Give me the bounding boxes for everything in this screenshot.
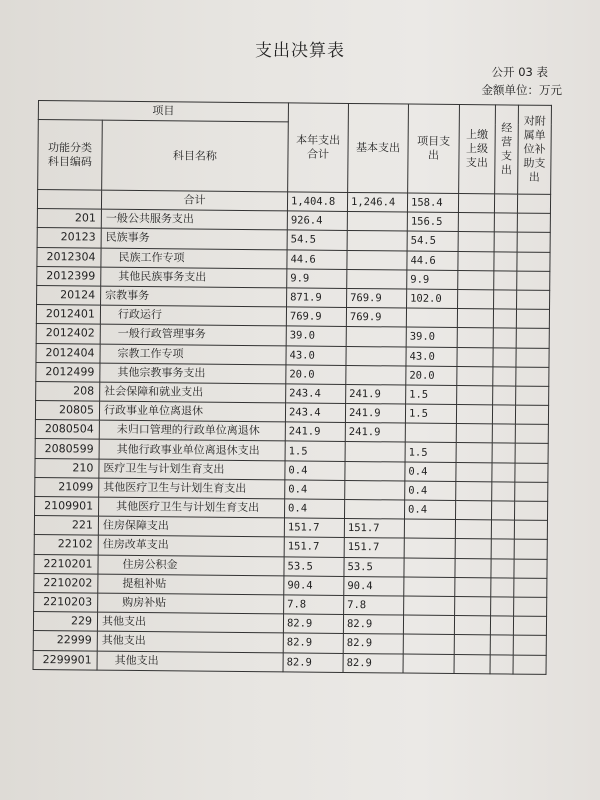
cell-total: 39.0 (286, 326, 346, 346)
cell-basic (346, 346, 406, 366)
cell-upper (458, 232, 494, 252)
cell-subsidy (515, 424, 548, 444)
cell-subsidy (515, 463, 548, 483)
cell-basic: 151.7 (344, 519, 404, 539)
cell-business (490, 654, 513, 673)
cell-upper (457, 366, 493, 386)
header-basic: 基本支出 (348, 103, 409, 193)
header-upper-line1: 上缴 (466, 128, 489, 142)
cell-basic: 151.7 (344, 538, 404, 558)
cell-business (491, 597, 514, 616)
cell-upper (455, 501, 491, 521)
cell-subsidy (515, 482, 548, 502)
cell-name: 其他宗教事务支出 (100, 363, 286, 384)
header-business-line4: 出 (500, 163, 512, 177)
cell-total: 7.8 (284, 595, 344, 615)
cell-business (492, 424, 515, 443)
cell-project: 102.0 (407, 289, 458, 309)
cell-code: 2012402 (36, 324, 100, 344)
cell-name: 住房保障支出 (98, 516, 284, 537)
cell-basic: 241.9 (345, 404, 405, 424)
cell-project (403, 654, 454, 674)
cell-basic: 241.9 (345, 423, 405, 443)
cell-basic (345, 461, 405, 481)
cell-code: 2080504 (35, 420, 99, 440)
cell-total: 82.9 (283, 633, 343, 653)
cell-code: 2012401 (36, 305, 100, 325)
cell-upper (456, 481, 492, 501)
cell-subsidy (514, 501, 547, 521)
cell-business (493, 309, 516, 328)
cell-subsidy (517, 194, 550, 214)
cell-subsidy (514, 597, 547, 617)
cell-upper (455, 539, 491, 559)
header-business (495, 105, 519, 194)
header-business-line2: 营 (501, 135, 513, 149)
cell-code: 201 (37, 209, 101, 229)
cell-total: 54.5 (287, 230, 347, 250)
header-subsidy-line3: 位补 (523, 142, 546, 156)
cell-business (493, 367, 516, 386)
cell-project: 20.0 (406, 366, 457, 386)
cell-code: 22102 (34, 535, 98, 555)
cell-upper (458, 270, 494, 290)
page-title: 支出决算表 (255, 41, 345, 61)
cell-project (404, 538, 455, 558)
cell-business (494, 232, 517, 251)
cell-name: 住房公积金 (98, 555, 284, 576)
cell-name: 医疗卫生与计划生育支出 (99, 459, 285, 480)
unit-label: 金额单位：万元 (481, 83, 562, 97)
cell-total: 9.9 (287, 269, 347, 289)
cell-upper (457, 328, 493, 348)
cell-name: 住房改革支出 (98, 535, 284, 556)
cell-business (491, 558, 514, 577)
cell-business (494, 194, 517, 213)
cell-project (405, 423, 456, 443)
cell-name: 其他医疗卫生与计划生育支出 (99, 497, 285, 518)
cell-total: 90.4 (284, 576, 344, 596)
cell-name: 社会保障和就业支出 (100, 382, 286, 403)
cell-total: 44.6 (287, 249, 347, 269)
cell-upper (455, 596, 491, 616)
cell-subsidy (517, 252, 550, 272)
cell-upper (455, 558, 491, 578)
cell-total: 53.5 (284, 556, 344, 576)
cell-code: 2012304 (37, 247, 101, 267)
cell-basic: 82.9 (343, 653, 403, 673)
cell-code: 221 (34, 516, 98, 536)
cell-total: 151.7 (284, 518, 344, 538)
cell-name: 其他支出 (97, 612, 283, 633)
cell-total: 43.0 (286, 345, 346, 365)
cell-code: 2080599 (35, 439, 99, 459)
header-item: 项目 (38, 101, 288, 122)
cell-name: 其他支出 (97, 631, 283, 652)
cell-upper (458, 289, 494, 309)
cell-upper (456, 462, 492, 482)
cell-name: 未归口管理的行政单位离退休 (99, 420, 285, 441)
header-subsidy-line4: 助支 (523, 156, 546, 170)
cell-code: 21099 (35, 477, 99, 497)
cell-subsidy (517, 232, 550, 252)
cell-code: 2109901 (35, 496, 99, 516)
cell-business (490, 616, 513, 635)
cell-total: 871.9 (287, 288, 347, 308)
cell-subsidy (516, 386, 549, 406)
cell-project: 9.9 (407, 270, 458, 290)
cell-project: 54.5 (407, 231, 458, 251)
cell-total: 0.4 (285, 480, 345, 500)
cell-name: 其他支出 (97, 651, 283, 672)
cell-subsidy (515, 405, 548, 425)
cell-business (494, 271, 517, 290)
cell-upper (454, 616, 490, 636)
cell-name: 其他医疗卫生与计划生育支出 (99, 478, 285, 499)
cell-basic (347, 231, 407, 251)
cell-basic: 82.9 (343, 615, 403, 635)
header-func-code (38, 120, 103, 191)
cell-business (494, 213, 517, 232)
header-subsidy-line5: 出 (528, 170, 540, 184)
cell-upper (454, 635, 490, 655)
cell-business (491, 578, 514, 597)
cell-name: 宗教工作专项 (100, 344, 286, 365)
cell-basic (345, 442, 405, 462)
cell-project (406, 308, 457, 328)
header-business-line1: 经 (501, 121, 513, 135)
cell-subsidy (516, 348, 549, 368)
cell-business (492, 443, 515, 462)
cell-total: 243.4 (285, 403, 345, 423)
form-number: 公开 03 表 (491, 65, 548, 79)
header-project-line2: 出 (427, 148, 440, 162)
cell-subsidy (516, 328, 549, 348)
cell-basic: 769.9 (346, 308, 406, 328)
header-project (408, 104, 460, 193)
cell-business (491, 501, 514, 520)
cell-subsidy (516, 309, 549, 329)
cell-project (403, 615, 454, 635)
cell-total: 1.5 (285, 441, 345, 461)
cell-upper (458, 251, 494, 271)
header-upper-line3: 支出 (465, 156, 488, 170)
cell-business (494, 290, 517, 309)
cell-business (493, 328, 516, 347)
cell-basic: 241.9 (346, 384, 406, 404)
cell-project: 1.5 (406, 385, 457, 405)
cell-project: 43.0 (406, 347, 457, 367)
cell-total: 769.9 (286, 307, 346, 327)
cell-name: 购房补贴 (98, 593, 284, 614)
header-total-line1: 本年支出 (296, 133, 341, 147)
cell-upper (456, 424, 492, 444)
cell-name: 一般公共服务支出 (101, 209, 287, 230)
cell-project (404, 519, 455, 539)
cell-name: 其他行政事业单位离退休支出 (99, 440, 285, 461)
cell-project (403, 634, 454, 654)
cell-code: 2012404 (36, 343, 100, 363)
cell-upper (457, 309, 493, 329)
cell-basic: 1,246.4 (347, 192, 407, 212)
cell-basic (346, 365, 406, 385)
cell-total: 243.4 (286, 384, 346, 404)
cell-subsidy (513, 635, 546, 655)
cell-code: 2210202 (34, 573, 98, 593)
cell-name: 民族工作专项 (101, 248, 287, 269)
cell-total: 0.4 (284, 499, 344, 519)
header-func-code-line1: 功能分类 (47, 140, 93, 155)
cell-name: 提租补贴 (98, 574, 284, 595)
cell-subsidy (514, 559, 547, 579)
header-func-code-line2: 科目编码 (47, 154, 92, 169)
cell-code: 22999 (33, 631, 97, 651)
header-business-line3: 支 (500, 149, 513, 163)
cell-project: 0.4 (405, 462, 456, 482)
cell-basic: 7.8 (344, 595, 404, 615)
cell-basic: 769.9 (347, 288, 407, 308)
cell-total: 926.4 (287, 211, 347, 231)
cell-name: 行政运行 (100, 305, 286, 326)
cell-total: 20.0 (286, 365, 346, 385)
cell-code: 20805 (35, 401, 99, 421)
cell-code (37, 190, 101, 210)
cell-total: 82.9 (283, 652, 343, 672)
cell-upper (457, 347, 493, 367)
expenditure-table (33, 100, 552, 675)
cell-name: 民族事务 (101, 228, 287, 249)
cell-basic (344, 499, 404, 519)
cell-code: 229 (33, 612, 97, 632)
cell-basic (347, 269, 407, 289)
cell-subsidy (515, 444, 548, 464)
cell-upper (458, 194, 494, 214)
cell-name: 宗教事务 (101, 286, 287, 307)
cell-subsidy (517, 213, 550, 233)
cell-code: 20123 (37, 228, 101, 248)
cell-subsidy (513, 616, 546, 636)
cell-name: 其他民族事务支出 (101, 267, 287, 288)
cell-basic: 82.9 (343, 634, 403, 654)
header-total-line2: 合计 (306, 147, 330, 161)
cell-subsidy (513, 655, 546, 675)
cell-business (491, 539, 514, 558)
table-row (33, 650, 546, 674)
cell-code: 2210201 (34, 554, 98, 574)
header-subsidy-line1: 对附 (523, 114, 546, 128)
cell-basic (345, 480, 405, 500)
cell-upper (454, 654, 490, 674)
cell-basic: 90.4 (344, 576, 404, 596)
header-project-line1: 项目支 (417, 134, 451, 148)
cell-basic (347, 212, 407, 232)
cell-project: 1.5 (405, 404, 456, 424)
cell-project: 0.4 (405, 481, 456, 501)
cell-code: 210 (35, 458, 99, 478)
cell-upper (456, 405, 492, 425)
cell-code: 208 (36, 381, 100, 401)
cell-project: 39.0 (406, 327, 457, 347)
cell-project (404, 577, 455, 597)
cell-subsidy (514, 520, 547, 540)
cell-subsidy (517, 271, 550, 291)
cell-name: 一般行政管理事务 (100, 324, 286, 345)
cell-basic (347, 250, 407, 270)
cell-name: 合计 (101, 190, 287, 211)
cell-subsidy (517, 290, 550, 310)
header-upper-line2: 上级 (465, 142, 489, 156)
cell-upper (456, 443, 492, 463)
cell-project: 0.4 (404, 500, 455, 520)
cell-code: 20124 (37, 285, 101, 305)
cell-project (404, 558, 455, 578)
cell-project: 44.6 (407, 251, 458, 271)
cell-total: 1,404.8 (287, 192, 347, 212)
cell-business (493, 386, 516, 405)
cell-business (491, 520, 514, 539)
cell-upper (457, 385, 493, 405)
header-subsidy-line2: 属单 (523, 128, 546, 142)
cell-business (493, 347, 516, 366)
cell-total: 151.7 (284, 537, 344, 557)
cell-upper (455, 577, 491, 597)
cell-code: 2299901 (33, 650, 97, 670)
cell-subsidy (516, 367, 549, 387)
header-subject-name: 科目名称 (102, 120, 289, 192)
cell-business (492, 482, 515, 501)
header-upper (459, 105, 496, 194)
cell-total: 0.4 (285, 461, 345, 481)
header-total (288, 103, 349, 193)
header-subsidy (518, 105, 552, 194)
cell-business (494, 251, 517, 270)
cell-project (404, 596, 455, 616)
cell-subsidy (514, 539, 547, 559)
cell-total: 82.9 (283, 614, 343, 634)
cell-project: 156.5 (407, 212, 458, 232)
cell-upper (455, 520, 491, 540)
cell-total: 241.9 (285, 422, 345, 442)
cell-basic: 53.5 (344, 557, 404, 577)
cell-project: 1.5 (405, 442, 456, 462)
cell-name: 行政事业单位离退休 (99, 401, 285, 422)
cell-code: 2012499 (36, 362, 100, 382)
cell-code: 2210203 (34, 592, 98, 612)
cell-subsidy (514, 578, 547, 598)
cell-business (492, 405, 515, 424)
cell-basic (346, 327, 406, 347)
cell-business (492, 463, 515, 482)
cell-upper (458, 213, 494, 233)
cell-business (490, 635, 513, 654)
cell-code: 2012399 (37, 266, 101, 286)
cell-project: 158.4 (407, 193, 458, 213)
